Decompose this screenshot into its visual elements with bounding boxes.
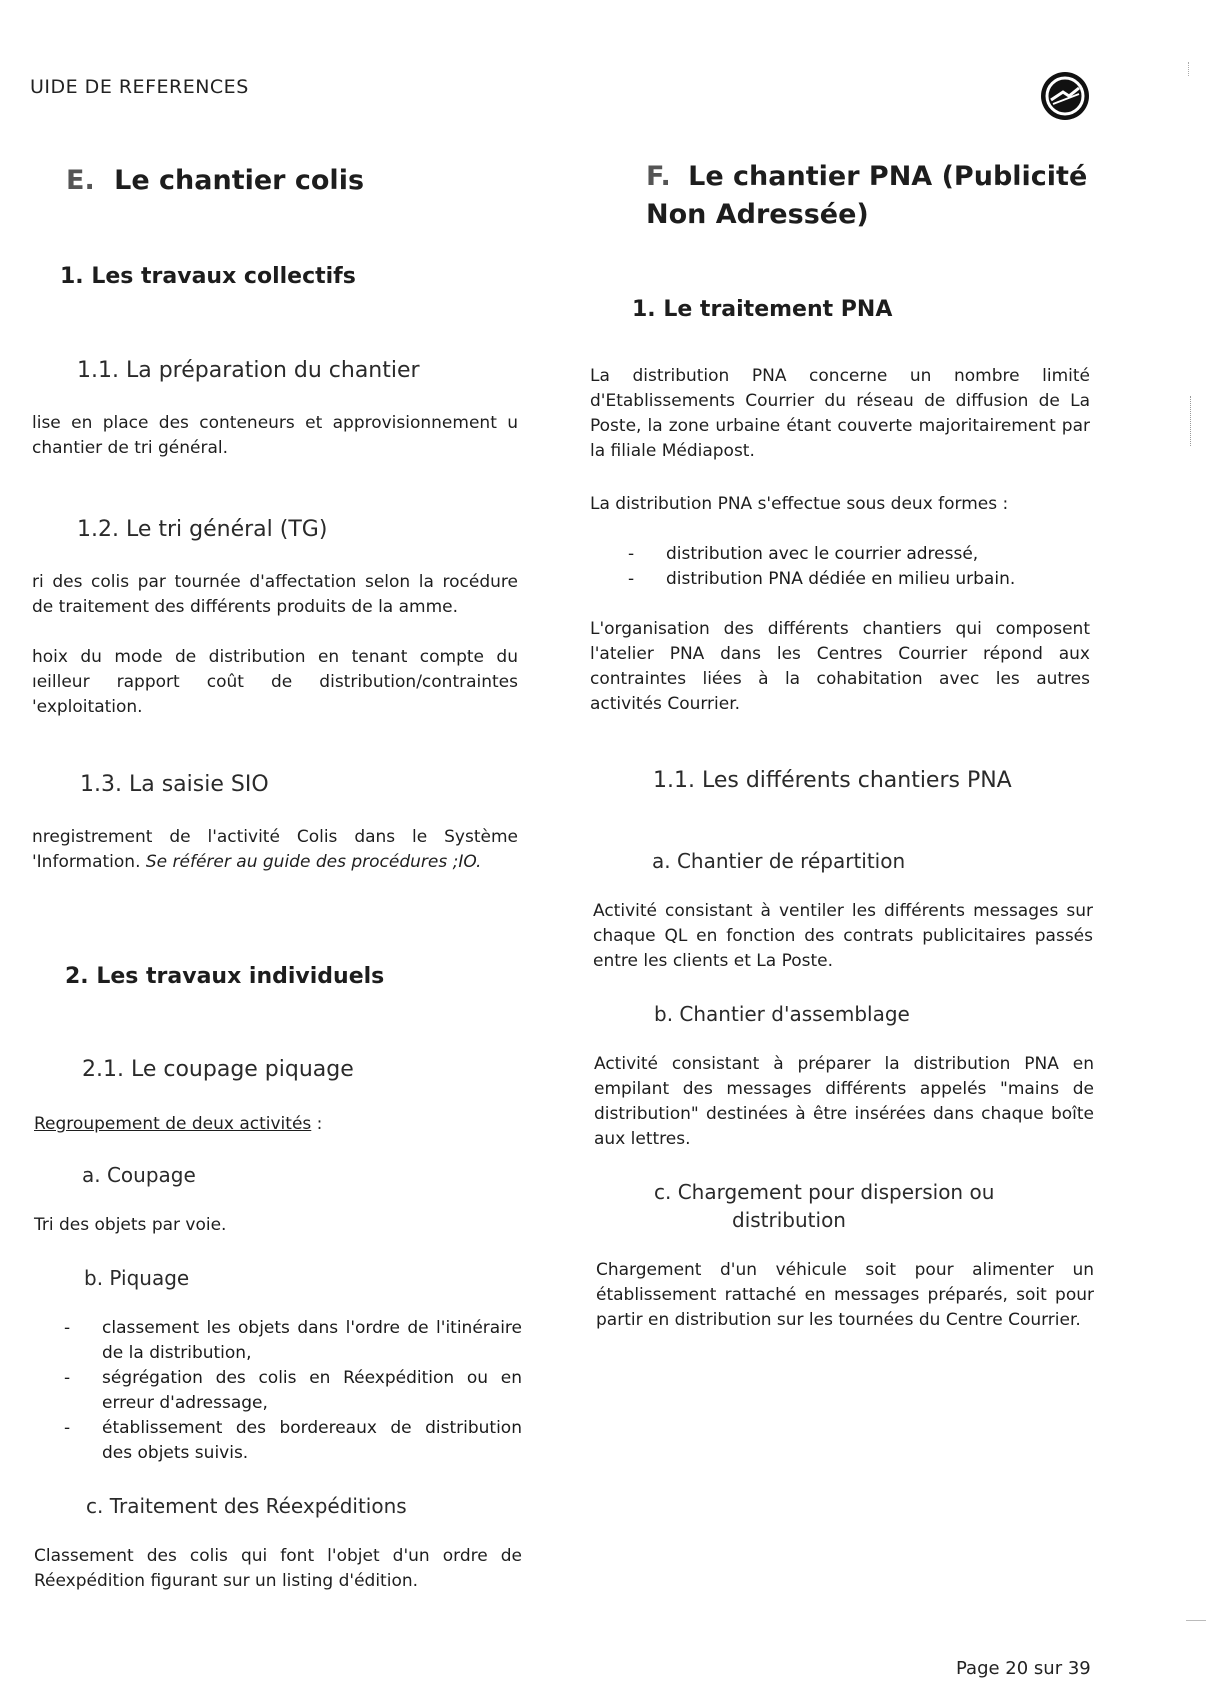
scan-mark	[1186, 1620, 1206, 1622]
left-s1-3-italic: Se référer au guide des procédures ;IO.	[145, 852, 482, 872]
left-s1-3-paragraph	[32, 825, 518, 875]
scan-mark	[1190, 396, 1193, 446]
left-s1-3-title: 1.3. La saisie SIO	[80, 772, 269, 797]
list-item	[628, 567, 1088, 592]
right-s1-title: 1. Le traitement PNA	[632, 297, 893, 322]
la-poste-logo-icon	[1039, 70, 1091, 122]
right-b-title: b. Chantier d'assemblage	[654, 1002, 910, 1026]
right-p2: La distribution PNA s'effectue sous deux formes :	[590, 494, 1009, 514]
left-s1-2-text2: hoix du mode de distribution en tenant compte du ıeilleur rapport coût de distribution/contraintes 'exploitation.	[32, 647, 518, 717]
right-p3: L'organisation des différents chantiers qui composent l'atelier PNA dans les Centres Courrier répond aux contraintes liées à la cohabitation avec les autres activités Courrier.	[590, 619, 1090, 714]
list-dash: -	[64, 1318, 71, 1338]
left-b-title: b. Piquage	[84, 1266, 190, 1290]
right-section-title-line1: Le chantier PNA (Publicité	[688, 161, 1088, 192]
left-s2-1-intro-rest: :	[311, 1114, 323, 1134]
left-c-title: c. Traitement des Réexpéditions	[86, 1494, 407, 1518]
list-item-text: distribution PNA dédiée en milieu urbain.	[666, 569, 1016, 589]
right-a-title: a. Chantier de répartition	[652, 849, 906, 873]
list-item-text: ségrégation des colis en Réexpédition ou en erreur d'adressage,	[102, 1368, 522, 1413]
list-dash: -	[628, 544, 635, 564]
right-section-title-line2: Non Adressée)	[646, 199, 869, 230]
left-a-title: a. Coupage	[82, 1163, 196, 1187]
left-section-heading	[66, 162, 364, 200]
left-s1-3-text: nregistrement de l'activité Colis dans le Système 'Information.	[32, 827, 518, 872]
right-a-text: Activité consistant à ventiler les différents messages sur chaque QL en fonction des contrats publicitaires passés entre les clients et La Poste.	[593, 901, 1093, 971]
list-dash: -	[628, 569, 635, 589]
list-item	[64, 1416, 522, 1466]
right-c-title-line2: distribution	[732, 1208, 846, 1232]
list-item	[64, 1316, 522, 1366]
right-c-title	[654, 1178, 994, 1234]
list-item	[628, 542, 1088, 567]
list-item-text: classement les objets dans l'ordre de l'itinéraire de la distribution,	[102, 1318, 522, 1363]
right-section-prefix: F.	[646, 161, 671, 192]
left-s2-1-title: 2.1. Le coupage piquage	[82, 1057, 354, 1082]
left-s2-1-intro-underlined: Regroupement de deux activités	[34, 1114, 312, 1134]
left-s1-2-title: 1.2. Le tri général (TG)	[77, 517, 328, 542]
list-item-text: distribution avec le courrier adressé,	[666, 544, 979, 564]
list-item	[64, 1366, 522, 1416]
left-section-title: Le chantier colis	[114, 165, 365, 196]
right-section-line1	[646, 158, 1116, 196]
page-number: Page 20 sur 39	[956, 1658, 1091, 1679]
right-s1-1-title: 1.1. Les différents chantiers PNA	[653, 768, 1012, 793]
right-list	[628, 542, 1088, 592]
left-s1-1-title: 1.1. La préparation du chantier	[77, 358, 420, 383]
list-dash: -	[64, 1418, 71, 1438]
left-s1-2-text1: ri des colis par tournée d'affectation selon la rocédure de traitement des différents produits de la amme.	[32, 572, 518, 617]
left-s2-1-intro	[34, 1112, 520, 1137]
left-section-prefix: E.	[66, 165, 95, 196]
left-s1-title: 1. Les travaux collectifs	[60, 264, 356, 289]
right-c-text: Chargement d'un véhicule soit pour alimenter un établissement rattaché en messages préparés, soit pour partir en distribution sur les tournées du Centre Courrier.	[596, 1260, 1094, 1330]
scan-mark	[1188, 62, 1191, 76]
right-b-text: Activité consistant à préparer la distribution PNA en empilant des messages différents appelés "mains de distribution" destinées à être insérées dans chaque boîte aux lettres.	[594, 1054, 1094, 1149]
list-dash: -	[64, 1368, 71, 1388]
right-p1: La distribution PNA concerne un nombre limité d'Etablissements Courrier du réseau de diffusion de La Poste, la zone urbaine étant couverte majoritairement par la filiale Médiapost.	[590, 366, 1090, 461]
left-b-list	[64, 1316, 522, 1466]
list-item-text: établissement des bordereaux de distribution des objets suivis.	[102, 1418, 522, 1463]
right-section-heading	[646, 158, 1116, 234]
left-s2-title: 2. Les travaux individuels	[65, 964, 385, 989]
header-title: UIDE DE REFERENCES	[30, 76, 249, 98]
right-c-title-line1: c. Chargement pour dispersion ou	[654, 1180, 995, 1204]
left-c-text: Classement des colis qui font l'objet d'un ordre de Réexpédition figurant sur un listing d'édition.	[34, 1546, 522, 1591]
left-a-text: Tri des objets par voie.	[34, 1215, 227, 1235]
left-s1-1-text: lise en place des conteneurs et approvisionnement u chantier de tri général.	[32, 413, 518, 458]
